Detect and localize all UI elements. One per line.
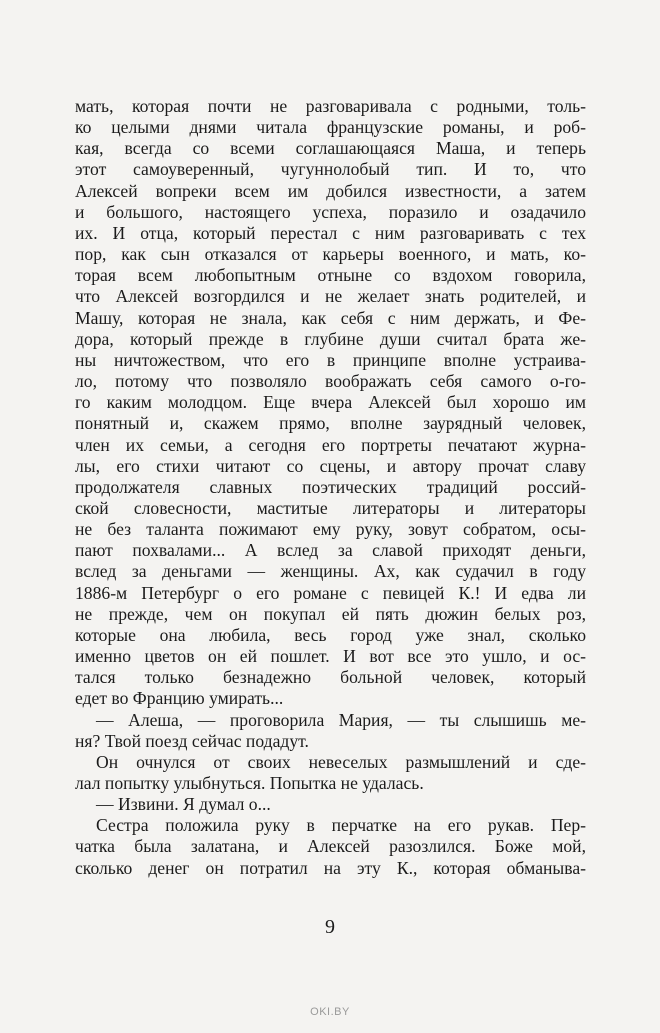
text-line: член их семьи, а сегодня его портреты печатают журна- xyxy=(75,434,586,455)
text-line: не без таланта пожимают ему руку, зовут собратом, осы- xyxy=(75,519,586,540)
text-line: их. И отца, который перестал с ним разговаривать с тех xyxy=(75,222,586,243)
text-line: 1886-м Петербург о его романе с певицей К.! И едва ли xyxy=(75,582,586,603)
text-line: пают похвалами... А вслед за славой приходят деньги, xyxy=(75,540,586,561)
text-line: что Алексей возгордился и не желает знать родителей, и xyxy=(75,286,586,307)
text-line: дора, который прежде в глубине души считал брата же- xyxy=(75,328,586,349)
text-line: лы, его стихи читают со сцены, и автору прочат славу xyxy=(75,455,586,476)
text-line: этот самоуверенный, чугуннолобый тип. И то, что xyxy=(75,159,586,180)
text-line: понятный и, скажем прямо, вполне заурядный человек, xyxy=(75,413,586,434)
text-line: вслед за деньгами — женщины. Ах, как судачил в году xyxy=(75,561,586,582)
text-line: пор, как сын отказался от карьеры военного, и мать, ко- xyxy=(75,244,586,265)
text-line: тался только безнадежно больной человек, который xyxy=(75,667,586,688)
text-line: Машу, которая не знала, как себя с ним держать, и Фе- xyxy=(75,307,586,328)
text-line: Он очнулся от своих невеселых размышлений и сде- xyxy=(96,751,586,772)
text-line: ко целыми днями читала французские романы, и роб- xyxy=(75,117,586,138)
text-line: которые она любила, весь город уже знал, сколько xyxy=(75,624,586,645)
text-line: продолжателя славных поэтических традиций россий- xyxy=(75,476,586,497)
text-line: сколько денег он потратил на эту К., которая обманыва- xyxy=(75,857,586,878)
text-line: чатка была залатана, и Алексей разозлился. Боже мой, xyxy=(75,836,586,857)
text-line: торая всем любопытным отныне со вздохом говорила, xyxy=(75,265,586,286)
watermark: OKI.BY xyxy=(310,1006,350,1018)
text-line: ло, потому что позволяло воображать себя самого о-го- xyxy=(75,371,586,392)
text-line: ны ничтожеством, что его в принципе вполне устраива- xyxy=(75,349,586,370)
text-line: го каким молодцом. Еще вчера Алексей был хорошо им xyxy=(75,392,586,413)
text-line: и большого, настоящего успеха, поразило и озадачило xyxy=(75,201,586,222)
page-number: 9 xyxy=(325,916,335,938)
text-line: — Извини. Я думал о... xyxy=(96,794,271,815)
text-line: не прежде, чем он покупал ей пять дюжин белых роз, xyxy=(75,603,586,624)
text-line: именно цветов он ей пошлет. И вот все это ушло, и ос- xyxy=(75,646,586,667)
text-line: ской словесности, маститые литераторы и литераторы xyxy=(75,497,586,518)
text-line: кая, всегда со всеми соглашающаяся Маша, и теперь xyxy=(75,138,586,159)
text-line: ня? Твой поезд сейчас подадут. xyxy=(75,730,309,751)
page-text xyxy=(75,96,586,879)
text-line: лал попытку улыбнуться. Попытка не удалась. xyxy=(75,773,424,793)
text-line: — Алеша, — проговорила Мария, — ты слышишь ме- xyxy=(96,709,586,730)
text-line: мать, которая почти не разговаривала с родными, толь- xyxy=(75,96,586,116)
text-line: Сестра положила руку в перчатке на его рукав. Пер- xyxy=(96,815,586,836)
text-line: едет во Францию умирать... xyxy=(75,688,284,709)
text-line: Алексей вопреки всем им добился известности, а затем xyxy=(75,180,586,201)
